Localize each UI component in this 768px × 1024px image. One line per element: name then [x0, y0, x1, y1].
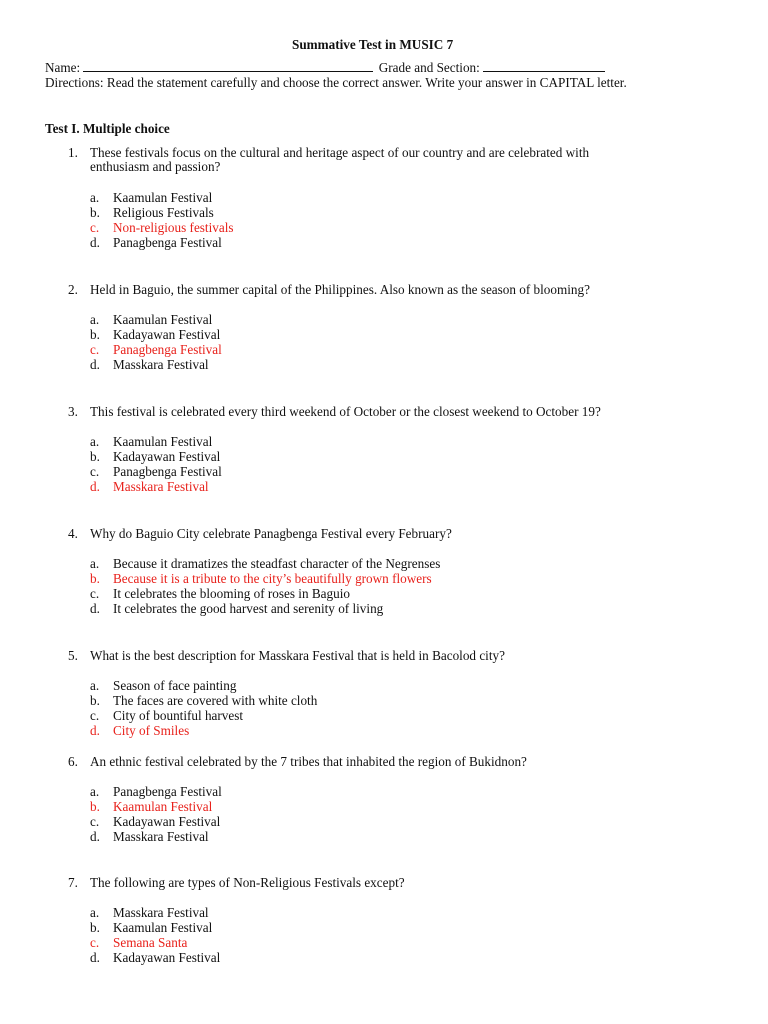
grade-section-label: Grade and Section: [378, 60, 480, 75]
question-number: 1. [68, 145, 78, 160]
option-text: Kaamulan Festival [113, 920, 213, 935]
option-text: It celebrates the blooming of roses in Baguio [113, 586, 350, 601]
option-letter: c. [90, 586, 100, 601]
question-number: 5. [68, 648, 78, 663]
option-letter: d. [90, 235, 100, 250]
option-text: Panagbenga Festival [113, 464, 222, 479]
option-letter: c. [90, 708, 100, 723]
question-text-line: What is the best description for Masskara Festival that is held in Bacolod city? [90, 648, 505, 663]
option-text: City of bountiful harvest [113, 708, 244, 723]
question-text-line: The following are types of Non-Religious Festivals except? [90, 875, 405, 890]
option-letter: a. [90, 905, 100, 920]
option-letter: b. [90, 920, 100, 935]
option-letter-correct: c. [90, 220, 100, 235]
option-letter: a. [90, 678, 100, 693]
option-letter: b. [90, 327, 100, 342]
option-text: Panagbenga Festival [113, 784, 222, 799]
question-number: 7. [68, 875, 78, 890]
page-title: Summative Test in MUSIC 7 [292, 37, 454, 52]
option-letter: b. [90, 693, 100, 708]
section-title: Test I. Multiple choice [45, 121, 170, 136]
option-text: Kaamulan Festival [113, 434, 213, 449]
option-text: Panagbenga Festival [113, 235, 222, 250]
question-text-line: Why do Baguio City celebrate Panagbenga Festival every February? [90, 526, 452, 541]
question-text-line: This festival is celebrated every third weekend of October or the closest weekend to October 19? [90, 404, 601, 419]
option-text: Season of face painting [113, 678, 237, 693]
question-number: 6. [68, 754, 78, 769]
question-number: 2. [68, 282, 78, 297]
option-text: Masskara Festival [113, 357, 209, 372]
option-text: Kadayawan Festival [113, 950, 221, 965]
option-letter: a. [90, 784, 100, 799]
option-letter: b. [90, 449, 100, 464]
option-letter: d. [90, 829, 100, 844]
question-text-line: These festivals focus on the cultural and heritage aspect of our country and are celebrated with [90, 145, 590, 160]
option-letter: b. [90, 205, 100, 220]
option-text-correct: Masskara Festival [113, 479, 209, 494]
option-letter: c. [90, 464, 100, 479]
question-text-line: enthusiasm and passion? [90, 159, 221, 174]
question-number: 4. [68, 526, 78, 541]
option-letter: a. [90, 190, 100, 205]
option-letter-correct: b. [90, 571, 100, 586]
directions: Directions: Read the statement carefully and choose the correct answer. Write your answer in CAPITAL letter. [45, 75, 627, 90]
option-text-correct: Semana Santa [113, 935, 188, 950]
option-letter: a. [90, 434, 100, 449]
name-label: Name: [45, 60, 81, 75]
option-text: Religious Festivals [113, 205, 214, 220]
option-text: Masskara Festival [113, 829, 209, 844]
option-letter: d. [90, 950, 100, 965]
option-letter: a. [90, 556, 100, 571]
option-text: The faces are covered with white cloth [113, 693, 318, 708]
option-text: Kadayawan Festival [113, 327, 221, 342]
option-text-correct: City of Smiles [113, 723, 190, 738]
option-text: Kaamulan Festival [113, 312, 213, 327]
name-line [45, 60, 605, 76]
option-text-correct: Non-religious festivals [113, 220, 234, 235]
option-letter: d. [90, 357, 100, 372]
option-text: It celebrates the good harvest and serenity of living [113, 601, 384, 616]
option-letter-correct: d. [90, 723, 100, 738]
option-text-correct: Kaamulan Festival [113, 799, 213, 814]
question-text-line: Held in Baguio, the summer capital of the Philippines. Also known as the season of blooming? [90, 282, 590, 297]
option-text: Kadayawan Festival [113, 449, 221, 464]
grade-section-blank[interactable] [483, 60, 605, 72]
option-text: Masskara Festival [113, 905, 209, 920]
option-letter-correct: d. [90, 479, 100, 494]
option-letter: c. [90, 814, 100, 829]
option-text: Kadayawan Festival [113, 814, 221, 829]
option-text-correct: Because it is a tribute to the city’s beautifully grown flowers [113, 571, 432, 586]
option-text: Kaamulan Festival [113, 190, 213, 205]
option-letter-correct: b. [90, 799, 100, 814]
option-letter: a. [90, 312, 100, 327]
option-text: Because it dramatizes the steadfast character of the Negrenses [113, 556, 441, 571]
option-letter-correct: c. [90, 342, 100, 357]
question-number: 3. [68, 404, 78, 419]
option-letter: d. [90, 601, 100, 616]
option-letter-correct: c. [90, 935, 100, 950]
name-blank[interactable] [83, 60, 373, 72]
question-text-line: An ethnic festival celebrated by the 7 tribes that inhabited the region of Bukidnon? [90, 754, 527, 769]
option-text-correct: Panagbenga Festival [113, 342, 222, 357]
